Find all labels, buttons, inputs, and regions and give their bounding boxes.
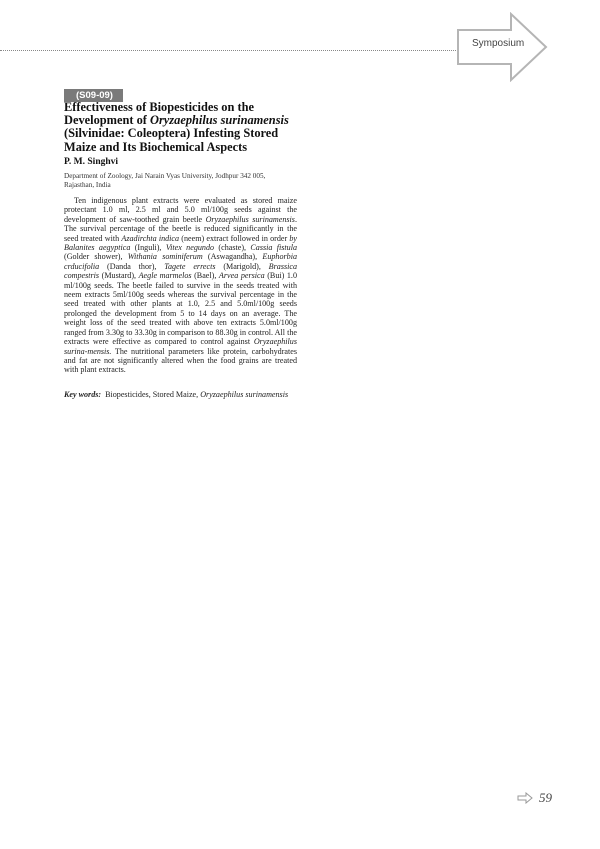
keywords-list: Biopesticides, Stored Maize, Oryzaephilus surinamensis bbox=[105, 390, 289, 399]
paper-code-badge: (S09-09) bbox=[64, 89, 123, 102]
author-name: P. M. Singhvi bbox=[64, 157, 119, 167]
arrow-right-icon bbox=[517, 792, 533, 804]
abstract-text: Ten indigenous plant extracts were evaluated as stored maize protectant 1.0 ml, 2.5 ml and 5.0 ml/100g seeds against the development of saw-toothed grain beetle Oryzaephilus surinamensis. The survival percentage of the beetle is reduced significantly in the seed treated with Azadirchta indica (neem) extract followed in order by Balanites aegyptica (Inguli), Vitex negundo (chaste), Cassia fistula (Golder shower), Withania sominiferum (Aswagandha), Euphorbia crducifolia (Danda thor), Tagete errects (Marigold), Brassica compestris (Mustard), Aegle marmelos (Bael), Arvea persica (Bui) 1.0 ml/100g seeds. The beetle failed to survive in the seeds treated with neem extracts 5ml/100g seeds whereas the survival percentage in the seed treated with other plants at 1.0, 2.5 and 5.0ml/100g seeds prolonged the development from 5 to 14 days on an average. The weight loss of the seed treated with above ten extracts 5.0ml/100g ranged from 3.30g to 33.30g in comparison to 88.30g in control. All the extracts were effective as compared to control against Oryzaephilus surina-mensis. The nutritional parameters like protein, carbohydrates and fat are not significantly altered when the food grains are treated with plant extracts. bbox=[64, 196, 298, 375]
page-number: 59 bbox=[539, 790, 552, 805]
section-label: Symposium bbox=[472, 38, 525, 49]
keywords bbox=[64, 390, 297, 399]
keywords-label: Key words: bbox=[64, 390, 102, 399]
paper-title: Effectiveness of Biopesticides on the Development of Oryzaephilus surinamensis (Silvinidae: Coleoptera) Infesting Stored Maize and Its Biochemical Aspects bbox=[64, 100, 289, 154]
author-affiliation: Department of Zoology, Jai Narain Vyas University, Jodhpur 342 005, Rajasthan, India bbox=[64, 172, 266, 189]
page-footer bbox=[517, 790, 552, 806]
header-dotted-rule bbox=[0, 50, 470, 51]
